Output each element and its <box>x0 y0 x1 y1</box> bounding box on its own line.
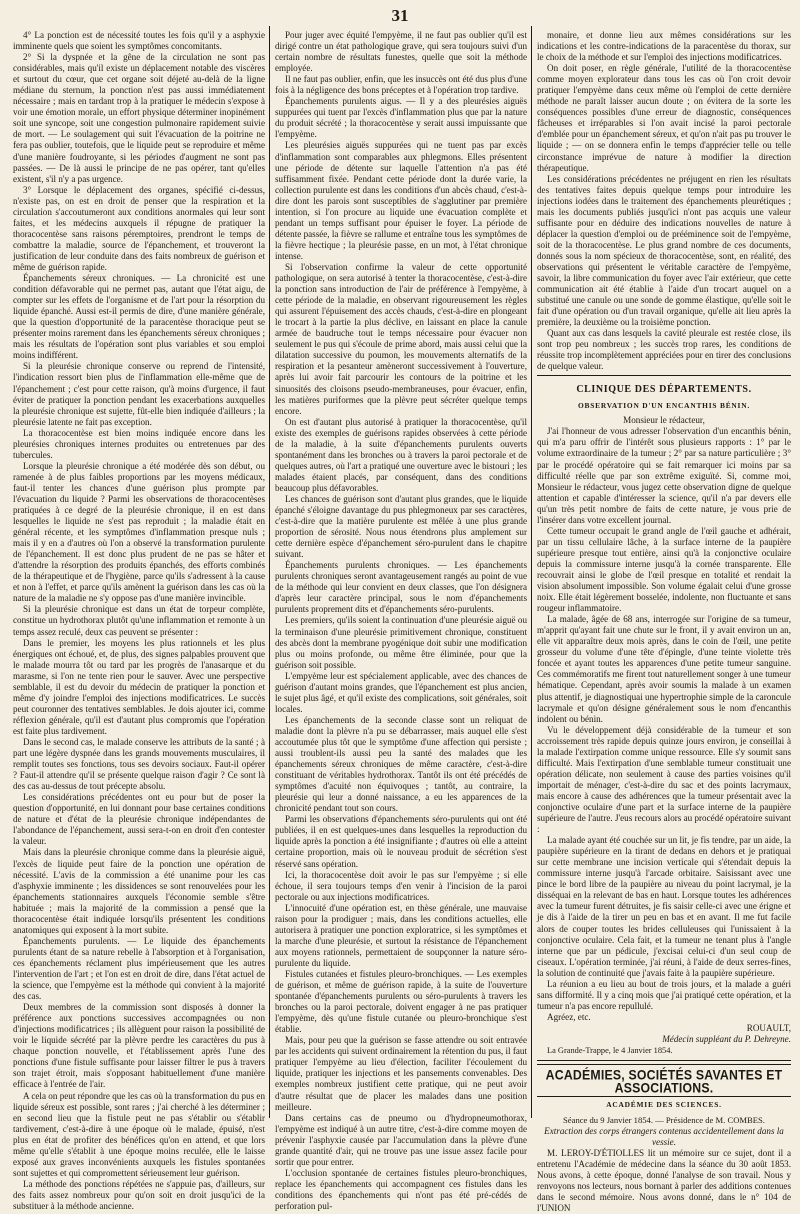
paragraph: J'ai l'honneur de vous adresser l'observation d'un encanthis bénin, qui m'a paru offrir de l'intérêt sous plusieurs rapports : 1° par le volume extraordinaire de la tumeur ; 2° par sa nature particulière ; 3° par le procédé opératoire qui se fait remarquer ici moins par sa difficulté réelle que par son extrême exiguïté. Si, comme moi, Monsieur le rédacteur, vous jugez cette observation digne de quelque attention et capable d'intéresser la science, qu'il n'a par devers elle qu'un très petit nombre de faits de cette nature, je vous prie de l'insérer dans votre excellent journal. <box>537 426 791 525</box>
paragraph: Mais dans la pleurésie chronique comme dans la pleurésie aiguë, l'excès de liquide peut faire de la ponction une opération de nécessité. L'avis de la commission a été unanime pour les cas d'asphyxie imminente ; les dissidences se sont renouvelées pour les épanchements stationnaires auxquels l'économie semble s'être habituée ; mais la majorité de la commission a pensé que la thoracocentèse était indiquée lorsqu'ils présentent les conditions anatomiques qui exposent à la mort subite. <box>13 847 265 935</box>
paragraph: Deux membres de la commission sont disposés à donner la préférence aux ponctions successives accompagnées ou non d'injections modificatrices ; ils allèguent pour raison la possibilité de voir le liquide sécrété par la plèvre perdre les caractères du pus à chaque ponction nouvelle, et l'établissement après l'une des ponctions d'une fistule suffisante pour laisser filtrer le pus à travers son trajet étroit, mais s'opposant habituellement d'une manière efficace à l'entrée de l'air. <box>13 1002 265 1090</box>
paragraph: Vu le développement déjà considérable de la tumeur et son accroissement très rapide depuis quinze jours environ, je conseillai à la malade l'extirpation comme unique ressource. Elle s'y soumit sans difficulté. Mais l'extirpation d'une semblable tumeur constituait une opération délicate, non seulement à cause des parties voisines qu'il importait de ménager, c'est-à-dire du sac et des points lacrymaux, mais encore à cause des adhérences que la tumeur présentait avec la conjonctive oculaire d'une part et la surface interne de la paupière supérieure de l'autre. J'eus recours alors au procédé opératoire suivant : <box>537 724 791 835</box>
academies-section-title: ACADÉMIES, SOCIÉTÉS SAVANTES ET ASSOCIATIONS. <box>545 1066 783 1096</box>
paragraph: Mais, pour peu que la guérison se fasse attendre ou soit entravée par les accidents qui suivent ordinairement la rétention du pus, il faut pratiquer l'empyème au lieu d'élection, faciliter l'écoulement du liquide, pratiquer les injections et les pansements convenables. Des exemples nombreux justifient cette pratique, qui ne peut avoir d'autre résultat que de placer les malades dans une position meilleure. <box>275 1035 527 1112</box>
paragraph: On doit poser, en règle générale, l'utilité de la thoracocentèse comme moyen explorateur dans tous les cas où l'on croit devoir pratiquer l'empyème dans ceux même où l'emploi de cette dernière méthode ne paraît laisser aucun doute ; on évitera de la sorte les conséquences possibles d'une erreur de diagnostic, conséquences fâcheuses et irréparables si l'on avait incisé la paroi pectorale d'emblée pour un épanchement séreux, et qu'on n'ait pas pu trouver le liquide ; — on se donnera enfin le temps d'apprécier telle ou telle circonstance imprévue de nature à modifier la direction thérapeutique. <box>537 63 791 173</box>
signature-title: Médecin suppléant du P. Dehreyne. <box>662 1033 791 1044</box>
paragraph: 4° La ponction est de nécessité toutes les fois qu'il y a asphyxie imminente quels que soient les symptômes concomitants. <box>13 30 265 52</box>
paragraph: Les chances de guérison sont d'autant plus grandes, que le liquide épanché s'éloigne davantage du pus phlegmoneux par ses caractères, c'est-à-dire que la matière purulente est mêlée à une plus grande proportion de sérosité. Nous nous étendrons plus amplement sur cette dernière espèce d'épanchement séro-purulent dans le chapitre suivant. <box>275 493 527 560</box>
paragraph: L'innocuité d'une opération est, en thèse générale, une mauvaise raison pour la prodiguer ; mais, dans les conditions actuelles, elle autorisera à pratiquer une ponction exploratrice, si les symptômes et la marche d'une pleurésie, et surtout la résistance de l'épanchement aux moyens rationnels, permettaient de soupçonner la nature séro-purulente du liquide. <box>275 902 527 968</box>
paragraph: Cette tumeur occupait le grand angle de l'œil gauche et adhérait, par un tissu cellulaire lâche, à la surface interne de la paupière supérieure presque tout entière, ainsi qu'à la conjonctive oculaire depuis la commissure interne jusqu'à la cornée transparente. Elle recouvrait ainsi le globe de l'œil presque en totalité et rendait la vision absolument impossible. Son volume égalait celui d'une grosse noix. Elle était légèrement bosselée, indolente, non fluctuante et sans rougeur inflammatoire. <box>537 525 791 614</box>
paragraph: A cela on peut répondre que les cas où la transformation du pus en liquide séreux est possible, sont rares ; j'ai cherché à les déterminer ; en second lieu que la fistule peut ne pas s'établir ou s'établir tardivement, c'est-à-dire à une époque où le malade, épuisé, n'est plus en état de profiter des bénéfices qu'on en attend, et que lors même qu'elle s'établit à une époque moins reculée, elle le laisse exposé aux graves inconvénients auxquels les fistules spontanées sont sujettes et qui compromettent sérieusement leur guérison. <box>13 1090 265 1178</box>
paragraph: Dans le premier, les moyens les plus rationnels et les plus énergiques ont échoué, et, de plus, des signes palpables prouvent que le malade mourra tôt ou tard par les progrès de l'anasarque et du marasme, si l'on ne tente rien pour le sauver. Avec une perspective semblable, il est du devoir du médecin de pratiquer la ponction et même d'y joindre l'emploi des injections modificatrices. Le succès peut couronner des tentatives semblables. Je dois ajouter ici, comme réflexion générale, qu'il est d'autant plus compromis que l'opération est faite plus tardivement. <box>13 637 265 736</box>
section-divider <box>537 375 791 376</box>
paragraph: Si l'observation confirme la valeur de cette opportunité pathologique, on sera autorisé à tenter la thoracocentèse, c'est-à-dire la ponction sans introduction de l'air de préférence à l'empyème, à cette période de la maladie, en observant rigoureusement les règles qui assurent l'épuisement des accès chauds, c'est-à-dire en plongeant le trocart à la partie la plus déclive, en laissant en place la canule armée de baudruche tout le temps nécessaire pour évacuer non seulement le pus qui s'écoule de prime abord, mais aussi celui que la dilatation successive du poumon, les mouvements alternatifs de la respiration et la pesanteur amèneront successivement à l'ouverture, après lui avoir fait parcourir les contours de la poitrine et les sinuosités des cloisons pseudo-membraneuses, pour évacuer, enfin, les matières puriformes que la plèvre peut sécréter quelque temps encore. <box>275 261 527 416</box>
paragraph: Épanchements purulents chroniques. — Les épanchements purulents chroniques seront avantageusement rangés au point de vue de la méthode qui leur convient en deux classes, que l'on désignera d'après leur caractère principal, sous le nom d'épanchements purulents proprement dits et d'épanchements séro-purulents. <box>275 560 527 615</box>
dateline: La Grande-Trappe, le 4 Janvier 1854. <box>547 1046 673 1056</box>
paragraph: monaire, et donne lieu aux mêmes considérations sur les indications et les contre-indications de la paracentèse du thorax, sur le choix de la méthode et sur l'emploi des injections modificatrices. <box>537 30 791 63</box>
column-rule <box>269 26 270 1118</box>
paragraph: Si la pleurésie chronique conserve ou reprend de l'intensité, l'indication ressort bien plus de l'inflammation elle-même que de l'épanchement ; c'est pour cette raison, qu'à moins d'urgence, il faut éviter de pratiquer la ponction pendant les exacerbations auxquelles la pleurésie chronique est sujette, fût-elle bien indiquée d'ailleurs ; la pleurésie latente ne fait pas exception. <box>13 361 265 427</box>
paragraph: Il ne faut pas oublier, enfin, que les insuccès ont été dus plus d'une fois à la négligence des bons préceptes et à l'opération trop tardive. <box>275 74 527 96</box>
paragraph: M. LEROY-D'ÉTIOLLES lit un mémoire sur ce sujet, dont il a entretenu l'Académie de médecine dans la séance du 30 août 1853. Nous avons, à cette époque, donné l'analyse de son travail. Nous y renvoyons nos lecteurs, nous bornant à parler des additions contenues dans le second mémoire. Nous avons donné, dans le n° 104 de l'UNION <box>537 1147 791 1213</box>
paragraph: La malade, âgée de 68 ans, interrogée sur l'origine de sa tumeur, m'apprit qu'ayant fait une chute sur le front, il y avait environ un an, elle vit apparaître deux mois après, dans le coin de l'œil, une petite grosseur du volume d'une tête d'épingle, d'une teinte violette très foncée et ayant toutes les apparences d'une petite tumeur sanguine. Ces commémoratifs me firent tout naturellement songer à une tumeur hématique. Cependant, après avoir soumis la malade à un examen plus attentif, je diagnostiquai une hypertrophie simple de la caroncule lacrymale et qu'on désigne généralement sous le nom d'encanthis indolent ou bénin. <box>537 614 791 724</box>
paragraph: Les considérations précédentes ne préjugent en rien les résultats des tentatives faites depuis quelque temps pour introduire les injections iodées dans le traitement des épanchements pleurétiques ; mais les documents publiés jusqu'ici n'ont pas acquis une valeur suffisante pour en déduire des indications nouvelles de nature à déplacer la question d'emploi ou de prééminence soit de l'empyème, soit de la thoracocentèse. Le plus grand nombre de ces documents, donnés sous la nom spécieux de thoracocentèse, sont, en réalité, des observations qui présentent le véritable caractère de l'empyème, savoir, la libre communication du foyer avec l'air extérieur, que cette communication ait été établie à l'aide d'un trocart auquel on a substitué une canule ou une sonde de gomme élastique, qu'elle soit le fait d'une opération ou d'un travail organique, qu'elle ait lieu après la première, la deuxième ou la troisième ponction. <box>537 173 791 328</box>
paragraph: 3° Lorsque le déplacement des organes, spécifié ci-dessus, n'existe pas, on est en droit de penser que la respiration et la circulation s'accoutumeront aux conditions anormales qui leur sont faites, et les médecins auxquels il répugne de pratiquer la thoracocentèse sans raisons péremptoires, prendront le temps de combattre la maladie, source de l'épanchement, et trouveront la justification de leur conduite dans des faits nombreux de guérison et même de guérison rapide. <box>13 184 265 272</box>
paragraph: Les épanchements de la seconde classe sont un reliquat de maladie dont la plèvre n'a pu se débarrasser, mais auquel elle s'est accoutumée plus tôt que le symptôme d'une affection qui persiste ; aussi troublent-ils aussi peu la santé des malades que les épanchements séreux chroniques de même caractère, c'est-à-dire constituant de véritables hydrothorax. Tantôt ils ont été précédés de symptômes d'acuité non équivoques ; tantôt, au contraire, la pleurésie qui leur a donné naissance, a eu les apparences de la chronicité pendant tout son cours. <box>275 714 527 814</box>
paragraph: Épanchements séreux chroniques. — La chronicité est une condition défavorable qui ne permet pas, autant que l'état aigu, de compter sur les effets de l'organisme et de l'art pour la résorption du liquide épanché. Aussi est-il permis de dire, d'une manière générale, que la question d'opportunité de la paracentèse thoracique peut se présenter moins rarement dans les épanchements séreux chroniques ; mais les résultats de l'opération sont plus variables et sou emploi moins indifférent. <box>13 273 265 361</box>
paragraph: Si la pleurésie chronique est dans un état de torpeur complète, constitue un hydrothorax plutôt qu'une inflammation et remonte à un temps assez reculé, deux cas peuvent se présenter : <box>13 604 265 637</box>
paragraph: Fistules cutanées et fistules pleuro-bronchiques. — Les exemples de guérison, et même de guérison rapide, à la suite de l'ouverture spontanée d'épanchements purulents ou séro-purulents à travers les bronches ou la paroi pectorale, doivent engager à ne pas pratiquer l'empyème, dès qu'une fistule cutanée ou pleuro-bronchique s'est établie. <box>275 968 527 1035</box>
paragraph: Les considérations précédentes ont eu pour but de poser la question d'opportunité, en lui donnant pour base certaines conditions de nature et d'état de la pleurésie chronique indépendantes de l'abondance de l'épanchement, aussi sera-t-on en droit d'en contester la valeur. <box>13 792 265 847</box>
paragraph: Épanchements purulents aigus. — Il y a des pleurésies aiguës suppurées qui tuent par l'excès d'inflammation plus que par la nature du produit sécrété ; la thoracocentèse y serait aussi impuissante que l'empyème. <box>275 96 527 140</box>
paragraph: La thoracocentèse est bien moins indiquée encore dans les pleurésies chroniques internes produites ou entretenues par des tubercules. <box>13 427 265 460</box>
paragraph: L'empyème leur est spécialement applicable, avec des chances de guérison d'autant moins grandes, que l'épanchement est plus ancien, le sujet plus âgé, et qu'il existe des complications, soit générales, soit locales. <box>275 670 527 714</box>
paragraph: On est d'autant plus autorisé à pratiquer la thoracocentèse, qu'il existe des exemples de guérisons rapides observées à cette période de la maladie, à la suite d'épanchements purulents ouverts spontanément dans les bronches ou à travers la paroi pectorale et de quelques autres, où l'art a pratiqué une ouverture avec le bistouri ; les malades étaient placés, par conséquent, dans des conditions beaucoup plus défavorables. <box>275 416 527 493</box>
column-rule <box>531 26 532 1118</box>
paragraph: Pour juger avec équité l'empyème, il ne faut pas oublier qu'il est dirigé contre un état pathologique grave, qui sera toujours suivi d'un certain nombre de résultats funestes, quelle que soit la méthode employée. <box>275 30 527 74</box>
closing: Agréez, etc. <box>547 1011 591 1022</box>
session-line: Séance du 9 Janvier 1854. — Présidence de M. COMBES. <box>563 1114 765 1125</box>
paragraph: Ici, la thoracocentèse doit avoir le pas sur l'empyème ; si elle échoue, il sera toujours temps d'en venir à l'incision de la paroi pectorale ou aux injections modificatrices. <box>275 869 527 902</box>
page-number: 31 <box>391 6 409 25</box>
clinique-article-title: OBSERVATION D'UN ENCANTHIS BÉNIN. <box>577 401 751 411</box>
paragraph: Dans le second cas, le malade conserve les attributs de la santé ; à part une légère dyspnée dans les grands mouvements musculaires, il remplit toutes ses fonctions, tous ses devoirs sociaux. Faut-il opérer ? Faut-il attendre qu'il se présente quelque raison d'agir ? Ce sont là des cas au-dessus de tout précepte absolu. <box>13 737 265 792</box>
section-divider <box>537 1060 791 1065</box>
paragraph: La méthode des ponctions répétées ne s'appuie pas, d'ailleurs, sur des faits assez nombreux pour qu'on soit en droit jusqu'ici de la substituer à la méthode ancienne. <box>13 1178 265 1211</box>
signature-name: ROUAULT, <box>746 1022 791 1033</box>
column-right <box>537 30 791 1213</box>
paragraph: La réunion a eu lieu au bout de trois jours, et la malade a guéri sans difformité. Il y a cinq mois que j'ai pratiqué cette opération, et la tumeur n'a pas encore repullulé. <box>537 978 791 1011</box>
academies-heading: Extraction des corps étrangers contenus accidentellement dans la vessie. <box>544 1125 784 1147</box>
paragraph: Quant aux cas dans lesquels la cavité pleurale est restée close, ils sont trop peu nombreux ; les succès trop rares, les conditions de réussite trop incomplètement appréciées pour en tirer des conclusions de quelque valeur. <box>537 328 791 372</box>
paragraph: Dans certains cas de pneumo ou d'hydropneumothorax, l'empyème est indiqué à un autre titre, c'est-à-dire comme moyen de prévenir l'asphyxie causée par l'accumulation dans la plèvre d'une grande quantité d'air, qui ne trouve pas une issue assez facile pour sortir que pour entrer. <box>275 1112 527 1167</box>
paragraph: L'occlusion spontanée de certaines fistules pleuro-bronchiques, replace les épanchements qui accompagnent ces fistules dans les conditions des épanchements qui n'ont pas été pré-cédés de perforation pul- <box>275 1167 527 1211</box>
paragraph: Lorsque la pleurésie chronique a été modérée dès son début, ou ramenée à de plus faibles proportions par les moyens médicaux, faut-il tenter les chances d'une guérison plus prompte par l'évacuation du liquide ? Parmi les observations de thoracocentèses pratiquées à ce degré de la pleurésie chronique, il en est dans lesquelles le liquide ne s'est pas reproduit ; la maladie était en général récente, et les symptômes d'inflammation presque nuls ; mais il y en a d'autres où l'on a observé la transformation purulente de l'épanchement. Il est donc plus prudent de ne pas se hâter et d'attendre la résorption des produits épanchés, des efforts combinés de la thérapeutique et de l'hygiène, parce qu'ils s'adressent à la cause et non à l'effet, et parce qu'ils amènent la guérison dans les cas où la nature de la maladie ne s'y oppose pas d'une manière invincible. <box>13 460 265 604</box>
paragraph: La malade ayant été couchée sur un lit, je fis tendre, par un aide, la paupière supérieure en la tirant de dedans en dehors et je pratiquai sur cette membrane une incision verticale qui s'étendait depuis la commissure interne jusqu'à l'arcade orbitaire. Saisissant avec une pince le bord libre de la paupière au niveau du point lacrymal, je la disséquai en la relevant de bas en haut. Lorsque toutes les adhérences avec la tumeur furent détruites, je fis saisir celle-ci avec une érigne et je dis à l'aide de la tirer un peu en bas et en avant. Il me fut facile alors de couper toutes les brides celluleuses qui l'unissaient à la conjonctive oculaire. Cela fait, et la tumeur ne tenant plus à l'angle interne que par un pédicule, j'excisai celui-ci d'un seul coup de ciseaux. L'opération terminée, j'ai réuni, à l'aide de deux serres-fines, la solution de continuité que j'avais faite à la paupière supérieure. <box>537 835 791 978</box>
academies-subtitle: ACADÉMIE DES SCIENCES. <box>606 1100 722 1110</box>
paragraph: Les pleurésies aiguës suppurées qui ne tuent pas par excès d'inflammation sont comparables aux phlegmons. Elles présentent une période de détente sur laquelle l'attention n'a pas été suffisamment fixée. Pendant cette période dont la durée varie, la collection purulente est dans les conditions d'un abcès chaud, c'est-à-dire dont les parois sont susceptibles de s'agglutiner par première intention, si l'on procure au liquide une évacuation complète et pendant un temps suffisant pour épuiser le foyer. La période de détente passée, la fièvre se rallume et entraîne tous les symptômes de la fièvre hectique ; la pleurésie passe, en un mot, à l'état chronique intense. <box>275 140 527 261</box>
paragraph: 2° Si la dyspnée et la gêne de la circulation ne sont pas considérables, mais qu'il existe un déplacement notable des viscères et surtout du cœur, que cet organe soit déjeté au-delà de la ligne médiane du sternum, la ponction n'est pas aussi immédiatement nécessaire ; mais en tardant trop à la pratiquer le médecin s'expose à voir une émotion morale, un effort physique déterminer inopinément soit une syncope, soit une congestion pulmonaire rapidement suivie de mort. — Le soulagement qui suit l'évacuation de la poitrine ne fera pas oublier, toutefois, que le liquide peut se reproduire et même d'une manière foudroyante, si les périodes d'augment ne sont pas passées. — De là aussi le principe de ne pas opérer, tant qu'elles existent, s'il n'y a pas urgence. <box>13 52 265 184</box>
column-middle <box>275 30 527 1211</box>
paragraph: Les premiers, qu'ils soient la continuation d'une pleurésie aiguë ou la terminaison d'une pleurésie primitivement chronique, constituent des abcès dont la membrane pyogénique doit subir une modification plus ou moins profonde, ou même être éliminée, pour que la guérison soit possible. <box>275 615 527 670</box>
paragraph: Parmi les observations d'épanchements séro-purulents qui ont été publiées, il en est quelques-unes dans lesquelles la reproduction du liquide après la ponction a été insignifiante ; d'autres où elle a atteint certaine proportion, mais où le nouveau produit de sécrétion s'est réservé sans opération. <box>275 814 527 869</box>
column-left <box>13 30 265 1211</box>
salutation: Monsieur le rédacteur, <box>623 415 705 426</box>
clinique-section-title: CLINIQUE DES DÉPARTEMENTS. <box>576 384 752 396</box>
paragraph: Épanchements purulents. — Le liquide des épanchements purulents étant de sa nature rebelle à l'absorption et à l'organisation, ces épanchements réclament plus impérieusement que les autres l'intervention de l'art ; et l'on est en droit de dire, dans l'état actuel de la science, que l'empyème est la méthode qui convient à la majorité des cas. <box>13 935 265 1002</box>
